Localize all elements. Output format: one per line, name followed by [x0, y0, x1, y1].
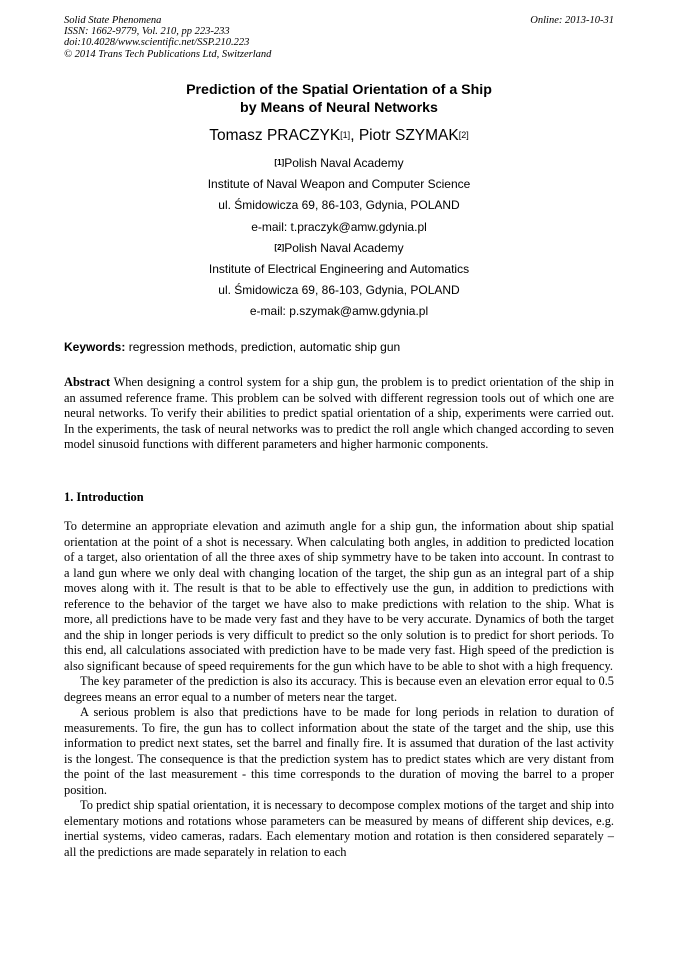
affiliation-2-address: ul. Śmidowicza 69, 86-103, Gdynia, POLAND [218, 283, 460, 298]
author-2-mark: [2] [458, 130, 469, 140]
intro-paragraph-3: A serious problem is also that predictions have to be made for long periods in relation to duration of measurements. To fire, the gun has to collect information about the state of the target and the ship, use this information to predict next states, set the barrel and finally fire. It is assumed that duration of the last activity is the longest. The consequence is that the prediction system has to predict states which are very distant from the point of the last measurement - this time corresponds to the duration of moving the barrel to a proper position. [64, 705, 614, 797]
author-2: Piotr SZYMAK [358, 127, 459, 144]
paper-title [64, 82, 614, 117]
keywords-text: regression methods, prediction, automatic ship gun [125, 340, 401, 354]
affiliation-1-institute: Institute of Naval Weapon and Computer Science [207, 177, 471, 192]
affiliation-2-name: Polish Naval Academy [284, 240, 404, 255]
affiliation-2-name-line [64, 238, 614, 259]
keywords [64, 340, 614, 355]
author-1-mark: [1] [340, 130, 351, 140]
journal-doi: doi:10.4028/www.scientific.net/SSP.210.223 [64, 37, 250, 49]
intro-paragraph-2: The key parameter of the prediction is also its accuracy. This is because even an elevation error equal to 0.5 degrees means an error equal to a number of meters near the target. [64, 674, 614, 704]
affiliations [64, 153, 614, 323]
affiliation-1-address: ul. Śmidowicza 69, 86-103, Gdynia, POLAND [218, 198, 460, 213]
affiliation-1-name-line [64, 153, 614, 174]
affiliation-1-email: e-mail: t.praczyk@amw.gdynia.pl [251, 219, 427, 234]
abstract [64, 375, 614, 453]
abstract-text: When designing a control system for a ship gun, the problem is to predict orientation of the ship in an assumed reference frame. This problem can be solved with different regression tools out of which one are neural networks. To verify their abilities to predict spatial orientation of a ship, experiments were carried out. In the experiments, the task of neural networks was to predict the roll angle which changed according to seven model sinusoid functions with different parameters and higher harmonic components. [64, 375, 614, 451]
affiliation-2-email: e-mail: p.szymak@amw.gdynia.pl [249, 304, 429, 319]
author-1: Tomasz PRACZYK [209, 127, 341, 144]
journal-issn: ISSN: 1662-9779, Vol. 210, pp 223-233 [64, 26, 230, 38]
section-heading-introduction: 1. Introduction [64, 490, 144, 504]
author-list [64, 125, 614, 147]
affiliation-1-mark: [1] [274, 158, 285, 167]
journal-name: Solid State Phenomena [64, 15, 162, 26]
author-separator: , [350, 127, 359, 144]
title-line-2: by Means of Neural Networks [240, 99, 438, 116]
intro-paragraph-1: To determine an appropriate elevation and azimuth angle for a ship gun, the information about ship spatial orientation at the point of a shot is necessary. When calculating both angles, in addition to predicted location of a target, also orientation of all the three axes of ship symmetry have to be taken into account. In contrast to a land gun where we only deal with changing location of the target, the ship gun as an integral part of a ship moves along with it. The result is that to be able to effectively use the gun, in addition to predictions with reference to the behavior of the target we have also to make predictions with relation to the ship. What is more, all predictions have to be made very fast and they have to be very accurate. Dynamics of both the target and the ship in longer periods is very difficult to predict so the only solution is to predict for short periods. To this end, all calculations associated with prediction have to be made very fast. High speed of the prediction is also significant because of speed requirements for the gun which have to be able to shot with a high frequency. [64, 519, 614, 673]
keywords-label: Keywords: [64, 340, 126, 354]
introduction-body [64, 519, 614, 860]
title-line-1: Prediction of the Spatial Orientation of a Ship [186, 82, 492, 98]
affiliation-1-name: Polish Naval Academy [284, 156, 404, 170]
journal-header [64, 15, 271, 60]
affiliation-2-institute: Institute of Electrical Engineering and Automatics [208, 262, 470, 277]
affiliation-2-mark: [2] [274, 242, 285, 252]
abstract-label: Abstract [64, 375, 111, 389]
journal-copyright: © 2014 Trans Tech Publications Ltd, Switzerland [64, 48, 272, 60]
intro-paragraph-4: To predict ship spatial orientation, it is necessary to decompose complex motions of the target and ship into elementary motions and rotations whose parameters can be measured by means of different ship devices, e.g. inertial systems, video cameras, radars. Each elementary motion and rotation is then considered separately – all the predictions are made separately in relation to each [64, 798, 614, 859]
online-date: Online: 2013-10-31 [530, 15, 614, 26]
